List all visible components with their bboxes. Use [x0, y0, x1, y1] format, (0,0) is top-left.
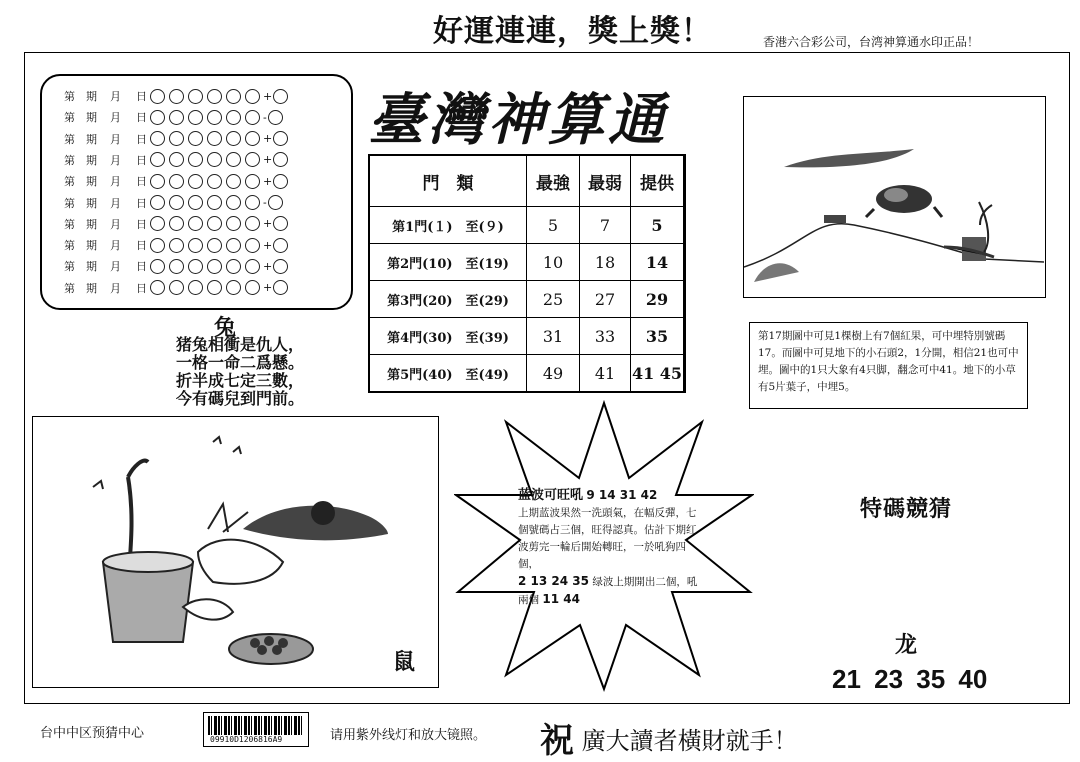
table-row [369, 244, 685, 281]
number-circle[interactable] [273, 152, 288, 167]
record-operator: + [263, 89, 273, 103]
number-circle[interactable] [207, 280, 222, 295]
number-circle[interactable] [268, 195, 283, 210]
number-circle[interactable] [207, 110, 222, 125]
number-circle[interactable] [188, 216, 203, 231]
number-circle[interactable] [226, 238, 241, 253]
door-table [368, 154, 686, 393]
record-operator: - [263, 110, 267, 124]
record-issue-label: 第 期 [64, 90, 97, 103]
record-operator: + [263, 174, 273, 188]
star-tail: 绿波上期開出二個，吼兩個 [518, 576, 698, 606]
number-circle[interactable] [169, 152, 184, 167]
header-strong: 最強 [527, 155, 580, 207]
number-circle[interactable] [226, 174, 241, 189]
number-circle[interactable] [169, 216, 184, 231]
number-circle[interactable] [226, 89, 241, 104]
record-operator: + [263, 281, 273, 295]
star-body: 上期蓝波果然一洗頭氣，在幅反彈，七個號碼占三個，旺得認真。估計下期红波剪完一輪后開始轉旺，一於吼狗四個， [518, 507, 697, 570]
starburst-text [518, 487, 700, 609]
special-guess-title: 特碼競猜 [860, 496, 953, 522]
record-operator: + [263, 132, 273, 146]
number-circle[interactable] [207, 238, 222, 253]
record-issue-label: 第 期 [64, 196, 97, 210]
strong-value: 10 [527, 244, 580, 281]
number-circle[interactable] [273, 216, 288, 231]
record-issue-label: 第 期 [64, 260, 97, 274]
table-row [369, 318, 685, 355]
record-row [64, 150, 349, 170]
number-circle[interactable] [207, 131, 222, 146]
record-month-label: 月 [110, 132, 121, 146]
number-circle[interactable] [188, 259, 203, 274]
number-circle[interactable] [226, 152, 241, 167]
star-line1-numbers: 9 14 31 42 [586, 488, 658, 502]
record-row [64, 235, 349, 255]
rabbit-poem [160, 336, 304, 408]
strong-value: 49 [527, 355, 580, 393]
record-row [64, 278, 349, 298]
strong-value: 5 [527, 207, 580, 244]
number-circle[interactable] [226, 195, 241, 210]
number-circle[interactable] [273, 174, 288, 189]
number-circle[interactable] [207, 89, 222, 104]
record-issue-label: 第 期 [64, 239, 97, 253]
page-title: 臺灣神算通 [368, 87, 668, 153]
zodiac-dragon-label: 龙 [895, 633, 918, 658]
special-numbers: 21 23 35 40 [832, 664, 988, 694]
number-circle[interactable] [169, 131, 184, 146]
table-row [369, 207, 685, 244]
header-provide: 提供 [631, 155, 685, 207]
record-issue-label: 第 期 [64, 175, 97, 189]
barcode-number: 09910D1206816A9 [210, 735, 283, 744]
record-row [64, 214, 349, 234]
table-row [369, 281, 685, 318]
number-circle[interactable] [150, 216, 165, 231]
record-issue-label: 第 期 [64, 132, 97, 146]
provide-value: 14 [631, 244, 685, 281]
door-range: 第5門(40) 至(49) [369, 355, 527, 393]
number-circle[interactable] [150, 174, 165, 189]
record-row [64, 171, 349, 191]
record-month-label: 月 [110, 153, 121, 167]
number-circle[interactable] [188, 89, 203, 104]
number-circle[interactable] [245, 110, 260, 125]
blessing-char: 祝 [540, 721, 574, 761]
number-circle[interactable] [207, 174, 222, 189]
record-month-label: 月 [110, 281, 121, 295]
number-circle[interactable] [188, 131, 203, 146]
weak-value: 18 [580, 244, 631, 281]
number-circle[interactable] [207, 195, 222, 210]
number-circle[interactable] [150, 195, 165, 210]
barcode [203, 712, 309, 747]
record-month-label: 月 [110, 175, 121, 189]
number-circle[interactable] [150, 259, 165, 274]
record-month-label: 月 [110, 260, 121, 274]
record-day-label: 日 [136, 196, 147, 210]
number-circle[interactable] [188, 152, 203, 167]
record-issue-label: 第 期 [64, 111, 97, 125]
number-circle[interactable] [273, 280, 288, 295]
blessing-text: 廣大讀者橫財就手！ [581, 727, 798, 755]
record-day-label: 日 [136, 217, 147, 231]
number-circle[interactable] [245, 152, 260, 167]
weak-value: 27 [580, 281, 631, 318]
record-month-label: 月 [110, 239, 121, 253]
record-operator: - [263, 196, 267, 209]
star-line-numbers: 2 13 24 35 [518, 574, 589, 588]
record-issue-label: 第 期 [64, 281, 97, 295]
barcode-bars [208, 716, 304, 735]
number-circle[interactable] [150, 131, 165, 146]
number-circle[interactable] [169, 238, 184, 253]
number-circle[interactable] [226, 110, 241, 125]
footer-middle-text: 请用紫外线灯和放大镜照。 [330, 728, 487, 743]
record-day-label: 日 [136, 281, 147, 295]
record-row [64, 107, 349, 127]
record-day-label: 日 [136, 153, 147, 167]
number-circle[interactable] [268, 110, 283, 125]
number-circle[interactable] [169, 280, 184, 295]
number-circle[interactable] [273, 131, 288, 146]
record-day-label: 日 [136, 132, 147, 146]
puzzle-picture-rabbits [32, 416, 439, 688]
weak-value: 33 [580, 318, 631, 355]
footer-blessing [540, 713, 798, 762]
record-operator: + [263, 238, 273, 252]
number-circle[interactable] [245, 195, 260, 210]
number-circle[interactable] [245, 238, 260, 253]
number-circle[interactable] [150, 89, 165, 104]
number-circle[interactable] [169, 89, 184, 104]
number-circle[interactable] [273, 259, 288, 274]
number-circle[interactable] [245, 89, 260, 104]
top-right-note: 香港六合彩公司，台湾神算通水印正品！ [763, 35, 980, 49]
zodiac-rat-label: 鼠 [393, 649, 416, 675]
record-row [64, 129, 349, 149]
number-circle[interactable] [245, 280, 260, 295]
puzzle-picture-beach [743, 96, 1046, 298]
footer-left-text: 台中中区预猜中心 [40, 726, 145, 741]
number-circle[interactable] [169, 195, 184, 210]
star-tail-numbers: 11 44 [542, 592, 580, 606]
number-circle[interactable] [273, 238, 288, 253]
record-month-label: 月 [110, 217, 121, 231]
record-operator: + [263, 217, 273, 231]
number-circle[interactable] [169, 110, 184, 125]
record-row [64, 193, 349, 213]
number-circle[interactable] [226, 259, 241, 274]
star-line1-label: 蓝波可旺吼 [518, 488, 584, 503]
number-circle[interactable] [207, 216, 222, 231]
record-day-label: 日 [136, 90, 147, 103]
record-operator: + [263, 259, 273, 273]
record-issue-label: 第 期 [64, 217, 97, 231]
door-range: 第2門(10) 至(19) [369, 244, 527, 281]
record-issue-label: 第 期 [64, 153, 97, 167]
record-day-label: 日 [136, 239, 147, 253]
number-circle[interactable] [207, 152, 222, 167]
record-day-label: 日 [136, 175, 147, 189]
number-circle[interactable] [150, 152, 165, 167]
number-circle[interactable] [188, 195, 203, 210]
weak-value: 7 [580, 207, 631, 244]
number-circle[interactable] [150, 280, 165, 295]
record-month-label: 月 [110, 196, 121, 210]
number-circle[interactable] [245, 216, 260, 231]
poem-line: 猪兔相衝是仇人， [175, 335, 304, 354]
record-day-label: 日 [136, 111, 147, 125]
record-day-label: 日 [136, 260, 147, 274]
provide-value: 5 [631, 207, 685, 244]
top-slogan: 好運連連，獎上獎！ [433, 14, 712, 49]
number-circle[interactable] [207, 259, 222, 274]
number-circle[interactable] [226, 280, 241, 295]
header-weak: 最弱 [580, 155, 631, 207]
weak-value: 41 [580, 355, 631, 393]
door-range: 第1門(１) 至(９) [369, 207, 527, 244]
table-row [369, 355, 685, 393]
record-sheet [40, 74, 353, 310]
provide-value: 41 45 [631, 355, 685, 393]
number-circle[interactable] [188, 174, 203, 189]
provide-value: 35 [631, 318, 685, 355]
number-circle[interactable] [150, 110, 165, 125]
strong-value: 25 [527, 281, 580, 318]
zodiac-rabbit-label: 兔 [214, 315, 237, 341]
hint-text-box: 第17期圖中可見1棵樹上有7個紅果，可中埋特別號碼17。而圖中可見地下的小石頭2，1分開，相信21也可中埋。圖中的1只大象有4只脚，翻念可中41。地下的小草有5片葉子，中埋5。 [749, 322, 1028, 409]
number-circle[interactable] [273, 89, 288, 104]
poem-line: 折半成七定三數， [175, 371, 304, 390]
record-row [64, 256, 349, 276]
record-row [64, 86, 349, 106]
record-month-label: 月 [110, 90, 121, 103]
number-circle[interactable] [188, 280, 203, 295]
number-circle[interactable] [226, 131, 241, 146]
poem-line: 一格一命二爲懸。 [175, 353, 304, 372]
number-circle[interactable] [245, 259, 260, 274]
record-operator: + [263, 153, 273, 167]
number-circle[interactable] [188, 110, 203, 125]
number-circle[interactable] [226, 216, 241, 231]
record-month-label: 月 [110, 111, 121, 125]
door-range: 第4門(30) 至(39) [369, 318, 527, 355]
header-door: 門 類 [369, 155, 527, 207]
door-table-header [369, 155, 685, 207]
strong-value: 31 [527, 318, 580, 355]
number-circle[interactable] [150, 238, 165, 253]
door-range: 第3門(20) 至(29) [369, 281, 527, 318]
poem-line: 今有碼兒到門前。 [175, 389, 304, 408]
number-circle[interactable] [169, 174, 184, 189]
number-circle[interactable] [188, 238, 203, 253]
number-circle[interactable] [245, 131, 260, 146]
number-circle[interactable] [169, 259, 184, 274]
provide-value: 29 [631, 281, 685, 318]
number-circle[interactable] [245, 174, 260, 189]
